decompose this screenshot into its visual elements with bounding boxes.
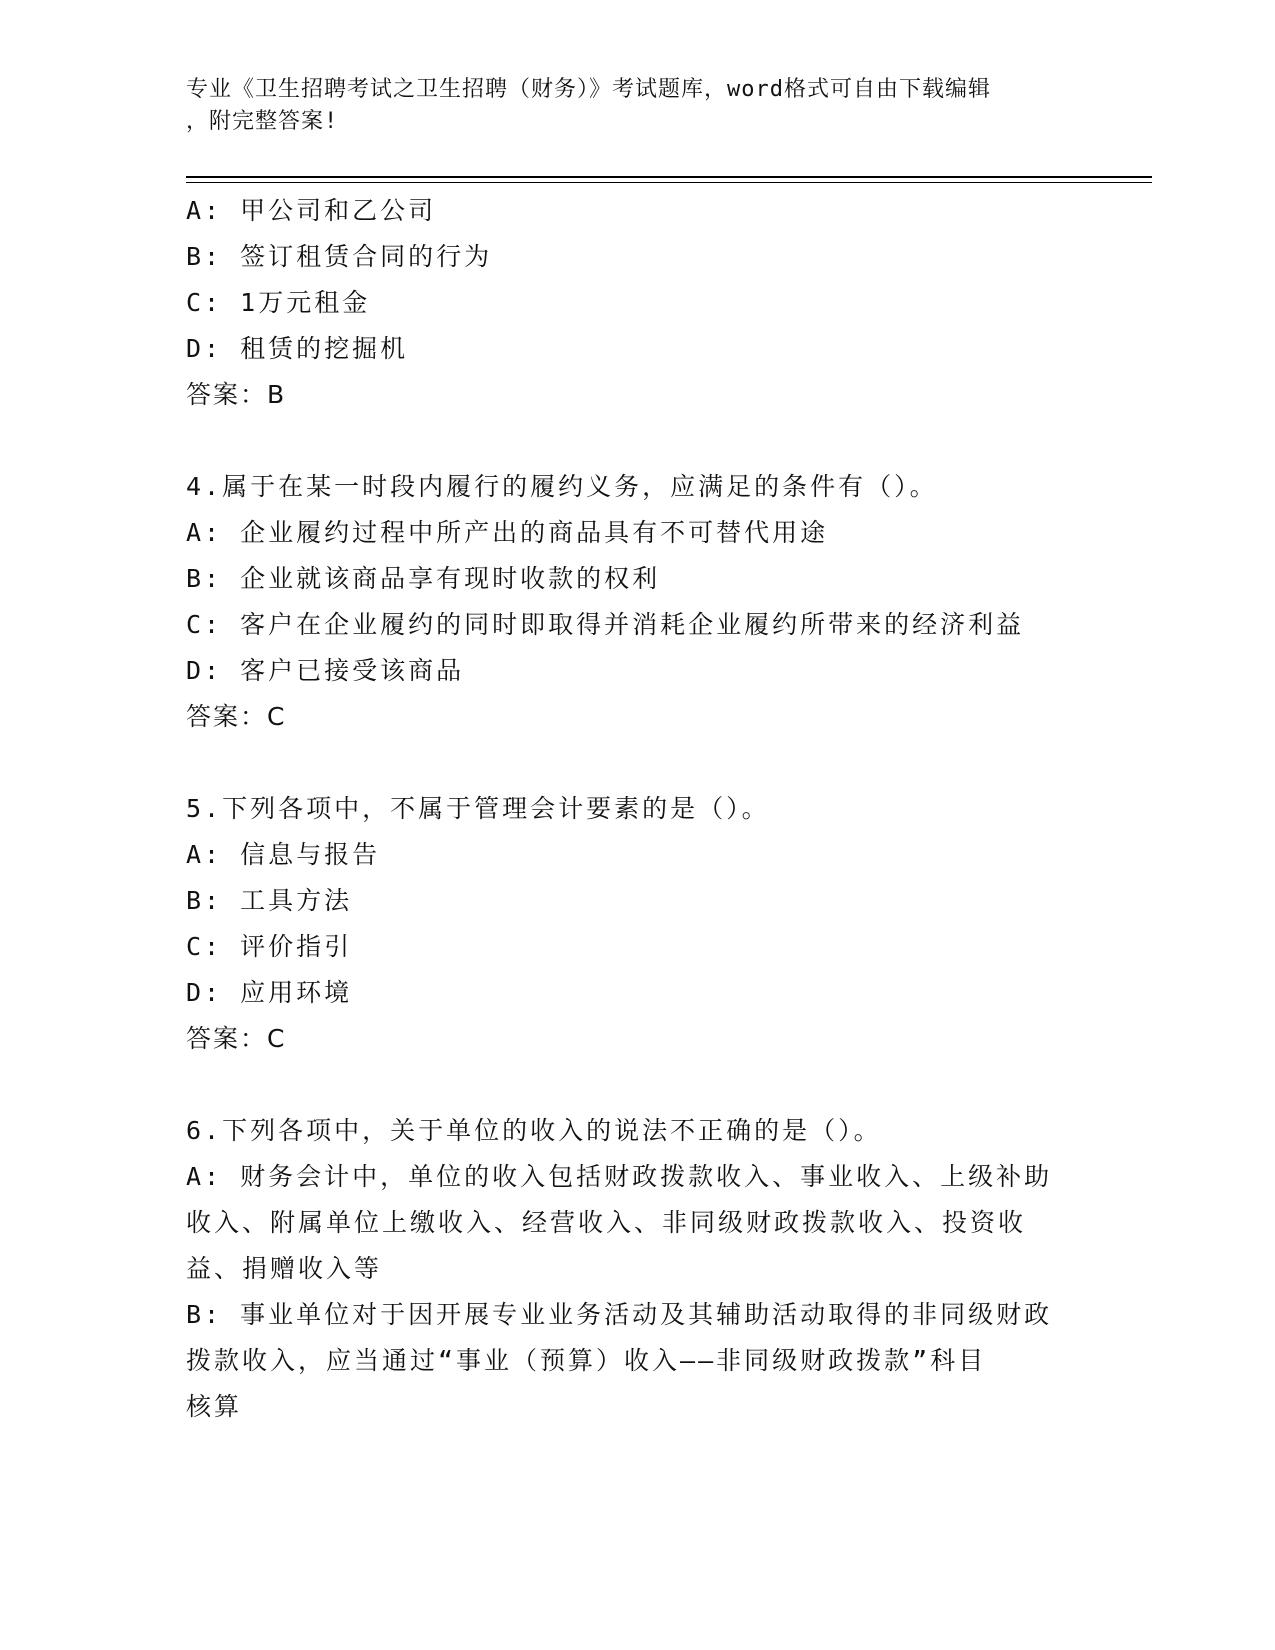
q6-option-a-line-2: 收入、附属单位上缴收入、经营收入、非同级财政拨款收入、投资收 xyxy=(186,1208,1027,1237)
q5-option-a: A: 信息与报告 xyxy=(186,840,381,869)
q4-question: 4.属于在某一时段内履行的履约义务，应满足的条件有（）。 xyxy=(186,472,938,501)
header-rule-thin xyxy=(186,182,1152,183)
q6-option-a-line-1: A: 财务会计中，单位的收入包括财政拨款收入、事业收入、上级补助 xyxy=(186,1162,1053,1191)
q5-option-c: C: 评价指引 xyxy=(186,932,353,961)
q4-option-c: C: 客户在企业履约的同时即取得并消耗企业履约所带来的经济利益 xyxy=(186,610,1025,639)
question-list xyxy=(186,188,1086,1430)
question-6-block xyxy=(186,1108,1086,1430)
q6-question: 6.下列各项中，关于单位的收入的说法不正确的是（）。 xyxy=(186,1116,882,1145)
spacer xyxy=(186,1062,1086,1108)
q3-option-b: B: 签订租赁合同的行为 xyxy=(186,242,493,271)
q5-option-b: B: 工具方法 xyxy=(186,886,353,915)
q3-option-a: A: 甲公司和乙公司 xyxy=(186,196,437,225)
q3-answer: 答案：B xyxy=(186,380,287,409)
header-line-2: ，附完整答案! xyxy=(186,109,339,134)
header-rule-thick xyxy=(186,176,1152,178)
q6-option-b-line-1: B: 事业单位对于因开展专业业务活动及其辅助活动取得的非同级财政 xyxy=(186,1300,1053,1329)
spacer xyxy=(186,418,1086,464)
q3-option-c: C: 1万元租金 xyxy=(186,288,371,317)
q4-option-b: B: 企业就该商品享有现时收款的权利 xyxy=(186,564,661,593)
q6-option-a-line-3: 益、捐赠收入等 xyxy=(186,1254,383,1283)
q6-option-b-line-2: 拨款收入，应当通过“事业（预算）收入——非同级财政拨款”科目 xyxy=(186,1346,987,1375)
q4-option-a: A: 企业履约过程中所产出的商品具有不可替代用途 xyxy=(186,518,829,547)
spacer xyxy=(186,740,1086,786)
header-line-1: 专业《卫生招聘考试之卫生招聘（财务）》考试题库，word格式可自由下载编辑 xyxy=(186,77,991,102)
question-4-block xyxy=(186,464,1086,740)
q5-option-d: D: 应用环境 xyxy=(186,978,353,1007)
q4-option-d: D: 客户已接受该商品 xyxy=(186,656,465,685)
q4-answer: 答案：C xyxy=(186,702,287,731)
question-3-block xyxy=(186,188,1086,418)
q3-option-d: D: 租赁的挖掘机 xyxy=(186,334,409,363)
q6-option-b-line-3: 核算 xyxy=(186,1392,243,1421)
document-header xyxy=(186,74,1066,138)
q5-question: 5.下列各项中，不属于管理会计要素的是（）。 xyxy=(186,794,770,823)
question-5-block xyxy=(186,786,1086,1062)
q5-answer: 答案：C xyxy=(186,1024,287,1053)
